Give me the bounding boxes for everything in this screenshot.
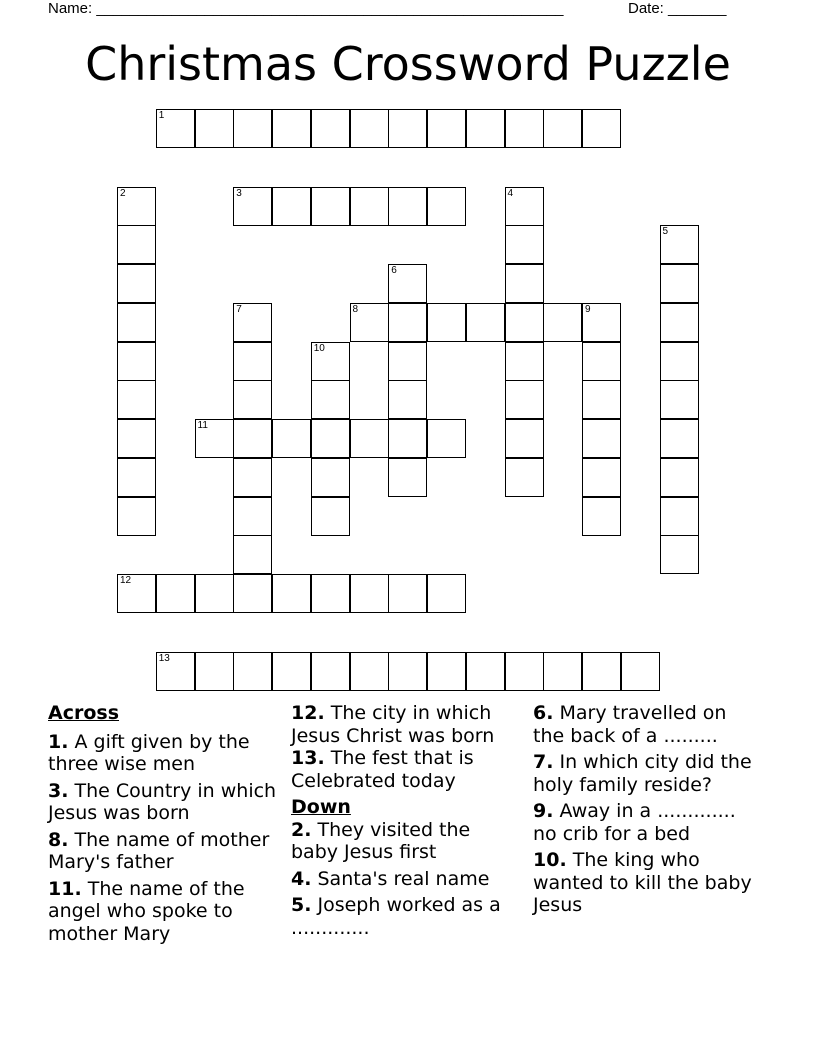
name-field[interactable]: Name: ________________________________________________________ [48, 0, 564, 17]
clue-text: The city in which Jesus Christ was born [291, 702, 495, 747]
grid-cell[interactable] [233, 535, 272, 574]
grid-cell[interactable] [117, 225, 156, 264]
grid-cell[interactable] [505, 458, 544, 497]
clue-text: A gift given by the three wise men [48, 730, 250, 775]
grid-cell[interactable] [505, 380, 544, 419]
grid-cell[interactable] [505, 225, 544, 264]
grid-cell[interactable] [582, 458, 621, 497]
clue-item [48, 731, 278, 776]
grid-cell[interactable] [388, 458, 427, 497]
grid-cell[interactable] [505, 303, 544, 342]
grid-cell[interactable] [195, 109, 234, 148]
across-clue-list [48, 731, 278, 946]
grid-cell[interactable] [466, 652, 505, 691]
clue-number-label: 8. [48, 828, 69, 851]
grid-cell[interactable] [272, 187, 311, 226]
grid-cell[interactable] [117, 497, 156, 536]
clue-number-label: 9. [533, 800, 554, 822]
grid-cell[interactable] [117, 303, 156, 342]
grid-cell[interactable] [233, 652, 272, 691]
clue-number: 5 [662, 226, 669, 238]
clue-text: Joseph worked as a ............. [291, 894, 501, 939]
clue-text: The name of the angel who spoke to mother Mary [48, 877, 245, 945]
grid-cell[interactable] [311, 497, 350, 536]
clue-number: 13 [158, 652, 170, 664]
grid-cell[interactable] [195, 574, 234, 613]
grid-cell[interactable] [388, 574, 427, 613]
grid-cell[interactable] [272, 419, 311, 458]
grid-cell[interactable] [350, 303, 389, 342]
grid-cell[interactable] [117, 458, 156, 497]
clue-text: The king who wanted to kill the baby Jesus [533, 849, 752, 916]
clue-text: Away in a ............. no crib for a bed [533, 800, 736, 845]
grid-cell[interactable] [311, 109, 350, 148]
grid-cell[interactable] [350, 652, 389, 691]
clue-item [533, 751, 763, 796]
down-clue-list [291, 819, 521, 940]
grid-cell[interactable] [350, 187, 389, 226]
grid-cell[interactable] [117, 264, 156, 303]
grid-cell[interactable] [427, 419, 466, 458]
clue-number: 2 [120, 187, 126, 199]
clue-item [48, 878, 278, 946]
clue-item [48, 780, 278, 825]
clue-item [533, 849, 763, 917]
clue-text: The fest that is Celebrated today [291, 747, 474, 792]
grid-cell[interactable] [466, 303, 505, 342]
clue-item [291, 702, 521, 747]
grid-cell[interactable] [311, 342, 350, 381]
grid-cell[interactable] [427, 652, 466, 691]
grid-cell[interactable] [233, 574, 272, 613]
grid-cell[interactable] [156, 109, 195, 148]
grid-cell[interactable] [505, 652, 544, 691]
clue-item [291, 894, 521, 939]
grid-cell[interactable] [466, 109, 505, 148]
grid-cell[interactable] [233, 342, 272, 381]
grid-cell[interactable] [195, 419, 234, 458]
clue-text: Mary travelled on the back of a ......... [533, 702, 727, 747]
clue-item [291, 868, 521, 891]
date-field[interactable]: Date: _______ [628, 0, 727, 17]
clue-number: 10 [313, 342, 325, 354]
grid-cell[interactable] [660, 458, 699, 497]
grid-cell[interactable] [156, 652, 195, 691]
grid-cell[interactable] [660, 419, 699, 458]
clues-column-2 [291, 702, 521, 939]
grid-cell[interactable] [195, 652, 234, 691]
clue-text: The name of mother Mary's father [48, 828, 270, 873]
clue-number: 6 [391, 265, 397, 276]
clues-column-1 [48, 702, 278, 945]
grid-cell[interactable] [388, 419, 427, 458]
grid-cell[interactable] [388, 187, 427, 226]
grid-cell[interactable] [505, 109, 544, 148]
grid-cell[interactable] [350, 574, 389, 613]
grid-cell[interactable] [505, 187, 544, 226]
clue-number-label: 10. [533, 849, 567, 871]
grid-cell[interactable] [621, 652, 660, 691]
grid-cell[interactable] [311, 380, 350, 419]
clue-number-label: 3. [48, 779, 69, 802]
clue-number: 7 [236, 303, 242, 315]
grid-cell[interactable] [311, 187, 350, 226]
grid-cell[interactable] [117, 342, 156, 381]
clue-number-label: 7. [533, 751, 554, 773]
clue-number: 8 [352, 303, 359, 315]
clue-number: 9 [585, 303, 591, 315]
grid-cell[interactable] [543, 109, 582, 148]
grid-cell[interactable] [388, 303, 427, 342]
clue-number-label: 4. [291, 867, 312, 890]
clue-number: 11 [197, 420, 208, 431]
clue-number: 1 [158, 110, 165, 121]
grid-cell[interactable] [117, 187, 156, 226]
grid-cell[interactable] [505, 342, 544, 381]
clue-number: 4 [507, 187, 514, 199]
clue-text: They visited the baby Jesus first [291, 818, 471, 863]
grid-cell[interactable] [660, 264, 699, 303]
grid-cell[interactable] [427, 303, 466, 342]
grid-cell[interactable] [117, 419, 156, 458]
clue-item [533, 702, 763, 747]
grid-cell[interactable] [311, 419, 350, 458]
grid-cell[interactable] [582, 652, 621, 691]
down-clue-list-continued [533, 702, 763, 917]
clue-number-label: 5. [291, 894, 312, 916]
clue-text: The Country in which Jesus was born [48, 779, 277, 824]
grid-cell[interactable] [505, 419, 544, 458]
grid-cell[interactable] [233, 187, 272, 226]
grid-cell[interactable] [660, 225, 699, 264]
across-heading: Across [48, 702, 120, 724]
grid-cell[interactable] [350, 419, 389, 458]
grid-cell[interactable] [582, 497, 621, 536]
grid-cell[interactable] [233, 303, 272, 342]
grid-cell[interactable] [582, 303, 621, 342]
grid-cell[interactable] [388, 342, 427, 381]
grid-cell[interactable] [543, 652, 582, 691]
grid-cell[interactable] [272, 652, 311, 691]
grid-cell[interactable] [311, 652, 350, 691]
across-clue-list-continued [291, 702, 521, 792]
clues-column-3 [533, 702, 763, 917]
grid-cell[interactable] [388, 652, 427, 691]
grid-cell[interactable] [233, 419, 272, 458]
grid-cell[interactable] [311, 574, 350, 613]
grid-cell[interactable] [582, 109, 621, 148]
clue-number-label: 11. [48, 877, 82, 900]
clue-number-label: 1. [48, 730, 69, 753]
grid-cell[interactable] [117, 380, 156, 419]
grid-cell[interactable] [660, 380, 699, 419]
grid-cell[interactable] [233, 458, 272, 497]
grid-cell[interactable] [543, 303, 582, 342]
grid-cell[interactable] [388, 264, 427, 303]
grid-cell[interactable] [272, 574, 311, 613]
grid-cell[interactable] [156, 574, 195, 613]
grid-cell[interactable] [505, 264, 544, 303]
grid-cell[interactable] [233, 109, 272, 148]
clue-number-label: 13. [291, 747, 325, 769]
grid-cell[interactable] [388, 380, 427, 419]
clue-item [291, 819, 521, 864]
grid-cell[interactable] [388, 109, 427, 148]
grid-cell[interactable] [350, 109, 389, 148]
grid-cell[interactable] [427, 187, 466, 226]
grid-cell[interactable] [660, 342, 699, 381]
clue-number-label: 12. [291, 702, 325, 724]
grid-cell[interactable] [582, 419, 621, 458]
clue-number: 3 [236, 187, 242, 199]
grid-cell[interactable] [660, 535, 699, 574]
clue-text: Santa's real name [311, 867, 490, 890]
clue-item [291, 747, 521, 792]
clue-number-label: 2. [291, 818, 312, 841]
grid-cell[interactable] [311, 458, 350, 497]
page-title: Christmas Crossword Puzzle [85, 37, 731, 91]
grid-cell[interactable] [660, 497, 699, 536]
grid-cell[interactable] [233, 497, 272, 536]
grid-cell[interactable] [427, 574, 466, 613]
grid-cell[interactable] [117, 574, 156, 613]
clue-item [533, 800, 763, 845]
clue-number: 12 [120, 575, 132, 586]
grid-cell[interactable] [427, 109, 466, 148]
down-heading: Down [291, 796, 351, 818]
grid-cell[interactable] [660, 303, 699, 342]
grid-cell[interactable] [582, 342, 621, 381]
grid-cell[interactable] [582, 380, 621, 419]
clue-text: In which city did the holy family reside? [533, 751, 752, 796]
clue-item [48, 829, 278, 874]
clue-number-label: 6. [533, 702, 554, 724]
grid-cell[interactable] [272, 109, 311, 148]
grid-cell[interactable] [233, 380, 272, 419]
